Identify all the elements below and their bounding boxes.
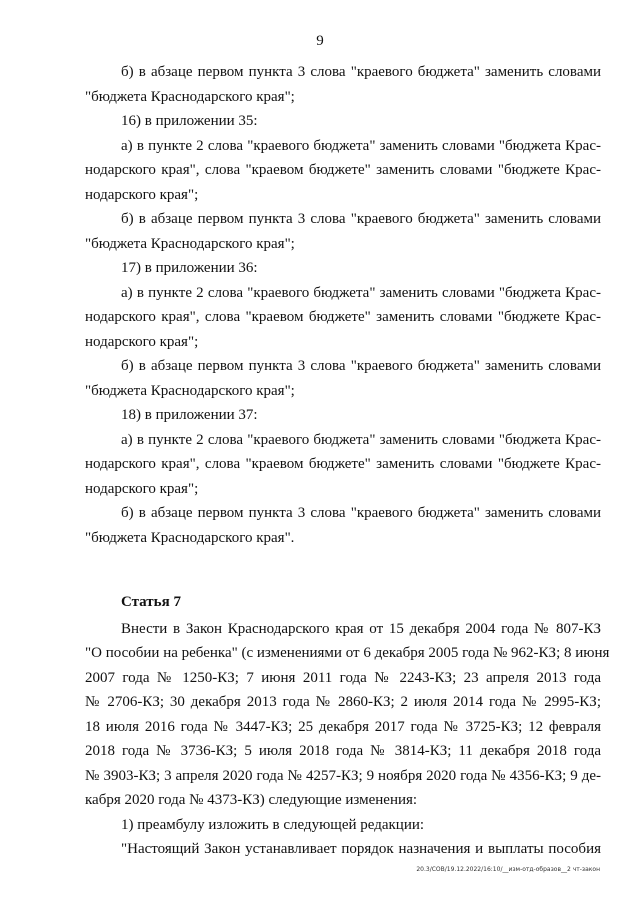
text-line: 17) в приложении 36: xyxy=(121,260,258,276)
paragraph xyxy=(85,428,601,502)
text-line: "О пособии на ребенка" (с изменениями от 6 декабря 2005 года № 962-КЗ; 8 июня xyxy=(85,645,610,661)
page-number: 9 xyxy=(316,33,324,49)
text-line: № 3903-КЗ; 3 апреля 2020 года № 4257-КЗ; 9 ноября 2020 года № 4356-КЗ; 9 де- xyxy=(85,767,601,784)
text-line: нодарского края", слова "краевом бюджете" заменить словами "бюджете Крас- xyxy=(85,162,601,178)
text-line: "Настоящий Закон устанавливает порядок назначения и выплаты пособия xyxy=(121,841,601,857)
paragraph xyxy=(85,256,601,281)
text-line: Внести в Закон Краснодарского края от 15 декабря 2004 года № 807-КЗ xyxy=(121,620,601,637)
text-line: № 2706-КЗ; 30 декабря 2013 года № 2860-КЗ; 2 июля 2014 года № 2995-КЗ; xyxy=(85,694,601,710)
text-line: кабря 2020 года № 4373-КЗ) следующие изменения: xyxy=(85,792,418,808)
paragraph xyxy=(85,354,601,403)
paragraph xyxy=(85,617,610,813)
text-line: 18) в приложении 37: xyxy=(121,407,258,423)
article-heading: Статья 7 xyxy=(121,594,181,610)
paragraph xyxy=(85,813,601,838)
text-line: 2007 года № 1250-КЗ; 7 июня 2011 года № 2243-КЗ; 23 апреля 2013 года xyxy=(85,669,601,686)
text-line: 16) в приложении 35: xyxy=(121,113,258,129)
paragraph xyxy=(85,403,601,428)
text-line: 2018 года № 3736-КЗ; 5 июля 2018 года № 3814-КЗ; 11 декабря 2018 года xyxy=(85,743,601,759)
text-line: 18 июля 2016 года № 3447-КЗ; 25 декабря 2017 года № 3725-КЗ; 12 февраля xyxy=(85,718,601,735)
text-line: нодарского края"; xyxy=(85,333,199,350)
section-gap xyxy=(85,550,601,590)
paragraph xyxy=(85,501,601,550)
paragraph xyxy=(85,109,601,134)
paragraph xyxy=(85,207,601,256)
text-line: б) в абзаце первом пункта 3 слова "краевого бюджета" заменить словами xyxy=(121,505,601,521)
paragraph xyxy=(85,60,601,109)
text-line: б) в абзаце первом пункта 3 слова "краевого бюджета" заменить словами xyxy=(121,64,601,80)
document-body xyxy=(85,60,610,862)
text-line: "бюджета Краснодарского края"; xyxy=(85,235,295,252)
text-line: а) в пункте 2 слова "краевого бюджета" заменить словами "бюджета Крас- xyxy=(121,137,601,154)
text-line: "бюджета Краснодарского края"; xyxy=(85,382,295,399)
text-line: а) в пункте 2 слова "краевого бюджета" заменить словами "бюджета Крас- xyxy=(121,284,601,301)
text-line: б) в абзаце первом пункта 3 слова "краевого бюджета" заменить словами xyxy=(121,211,601,227)
text-line: "бюджета Краснодарского края"; xyxy=(85,88,295,105)
document-footer: 20.3/СОВ/19.12.2022/16:10/__изм-отд-образов__2 чт-закон xyxy=(416,866,600,873)
text-line: б) в абзаце первом пункта 3 слова "краевого бюджета" заменить словами xyxy=(121,358,601,374)
text-line: нодарского края"; xyxy=(85,186,199,203)
text-line: "бюджета Краснодарского края". xyxy=(85,529,295,546)
text-line: нодарского края", слова "краевом бюджете" заменить словами "бюджете Крас- xyxy=(85,456,601,472)
paragraph xyxy=(85,281,601,355)
paragraph xyxy=(85,837,601,862)
text-line: а) в пункте 2 слова "краевого бюджета" заменить словами "бюджета Крас- xyxy=(121,431,601,448)
text-line: нодарского края", слова "краевом бюджете" заменить словами "бюджете Крас- xyxy=(85,309,601,325)
paragraph xyxy=(85,134,601,208)
text-line: нодарского края"; xyxy=(85,480,199,497)
text-line: 1) преамбулу изложить в следующей редакции: xyxy=(121,816,425,833)
